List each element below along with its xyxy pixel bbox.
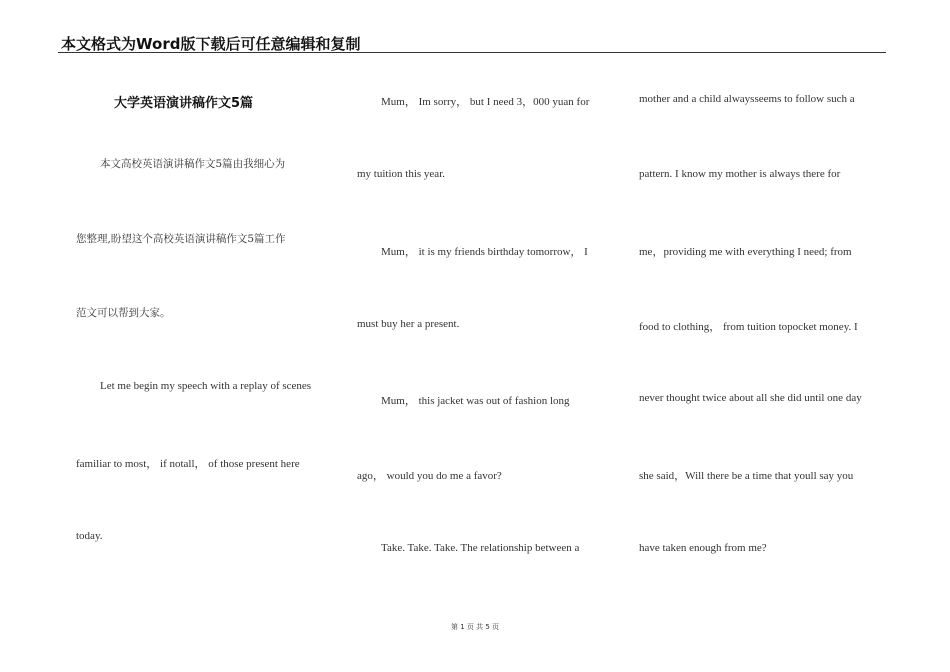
column3-line: she said，Will there be a time that youll say you <box>639 470 854 482</box>
column1-line: Let me begin my speech with a replay of scenes <box>100 380 312 392</box>
column1-line: today. <box>76 530 103 542</box>
column3-line: never thought twice about all she did until one day <box>639 392 862 404</box>
column3-line: pattern. I know my mother is always there for <box>639 168 841 180</box>
column3-line: food to clothing， from tuition topocket money. I <box>639 321 858 333</box>
column1-line: familiar to most， if notall， of those present here <box>76 458 300 470</box>
column2-line: Mum， it is my friends birthday tomorrow， I <box>381 246 588 258</box>
column3-line: have taken enough from me? <box>639 542 767 554</box>
column1-line: 本文高校英语演讲稿作文5篇由我细心为 <box>100 158 286 170</box>
column2-line: ago， would you do me a favor? <box>357 470 502 482</box>
header-title: 本文格式为Word版下载后可任意编辑和复制 <box>61 35 361 53</box>
column3-line: me，providing me with everything I need; from <box>639 246 852 258</box>
header-divider <box>58 52 886 53</box>
document-title: 大学英语演讲稿作文5篇 <box>114 96 254 111</box>
page-number: 第 1 页 共 5 页 <box>450 623 500 631</box>
column2-line: must buy her a present. <box>357 318 460 330</box>
column3-line: mother and a child alwaysseems to follow such a <box>639 93 855 105</box>
column2-line: my tuition this year. <box>357 168 445 180</box>
column2-line: Mum， this jacket was out of fashion long <box>381 395 570 407</box>
column2-line: Mum， Im sorry， but I need 3，000 yuan for <box>381 96 590 108</box>
column2-line: Take. Take. Take. The relationship between a <box>381 542 580 554</box>
column1-line: 您整理,盼望这个高校英语演讲稿作文5篇工作 <box>76 233 286 245</box>
column1-line: 范文可以帮到大家。 <box>76 307 171 319</box>
